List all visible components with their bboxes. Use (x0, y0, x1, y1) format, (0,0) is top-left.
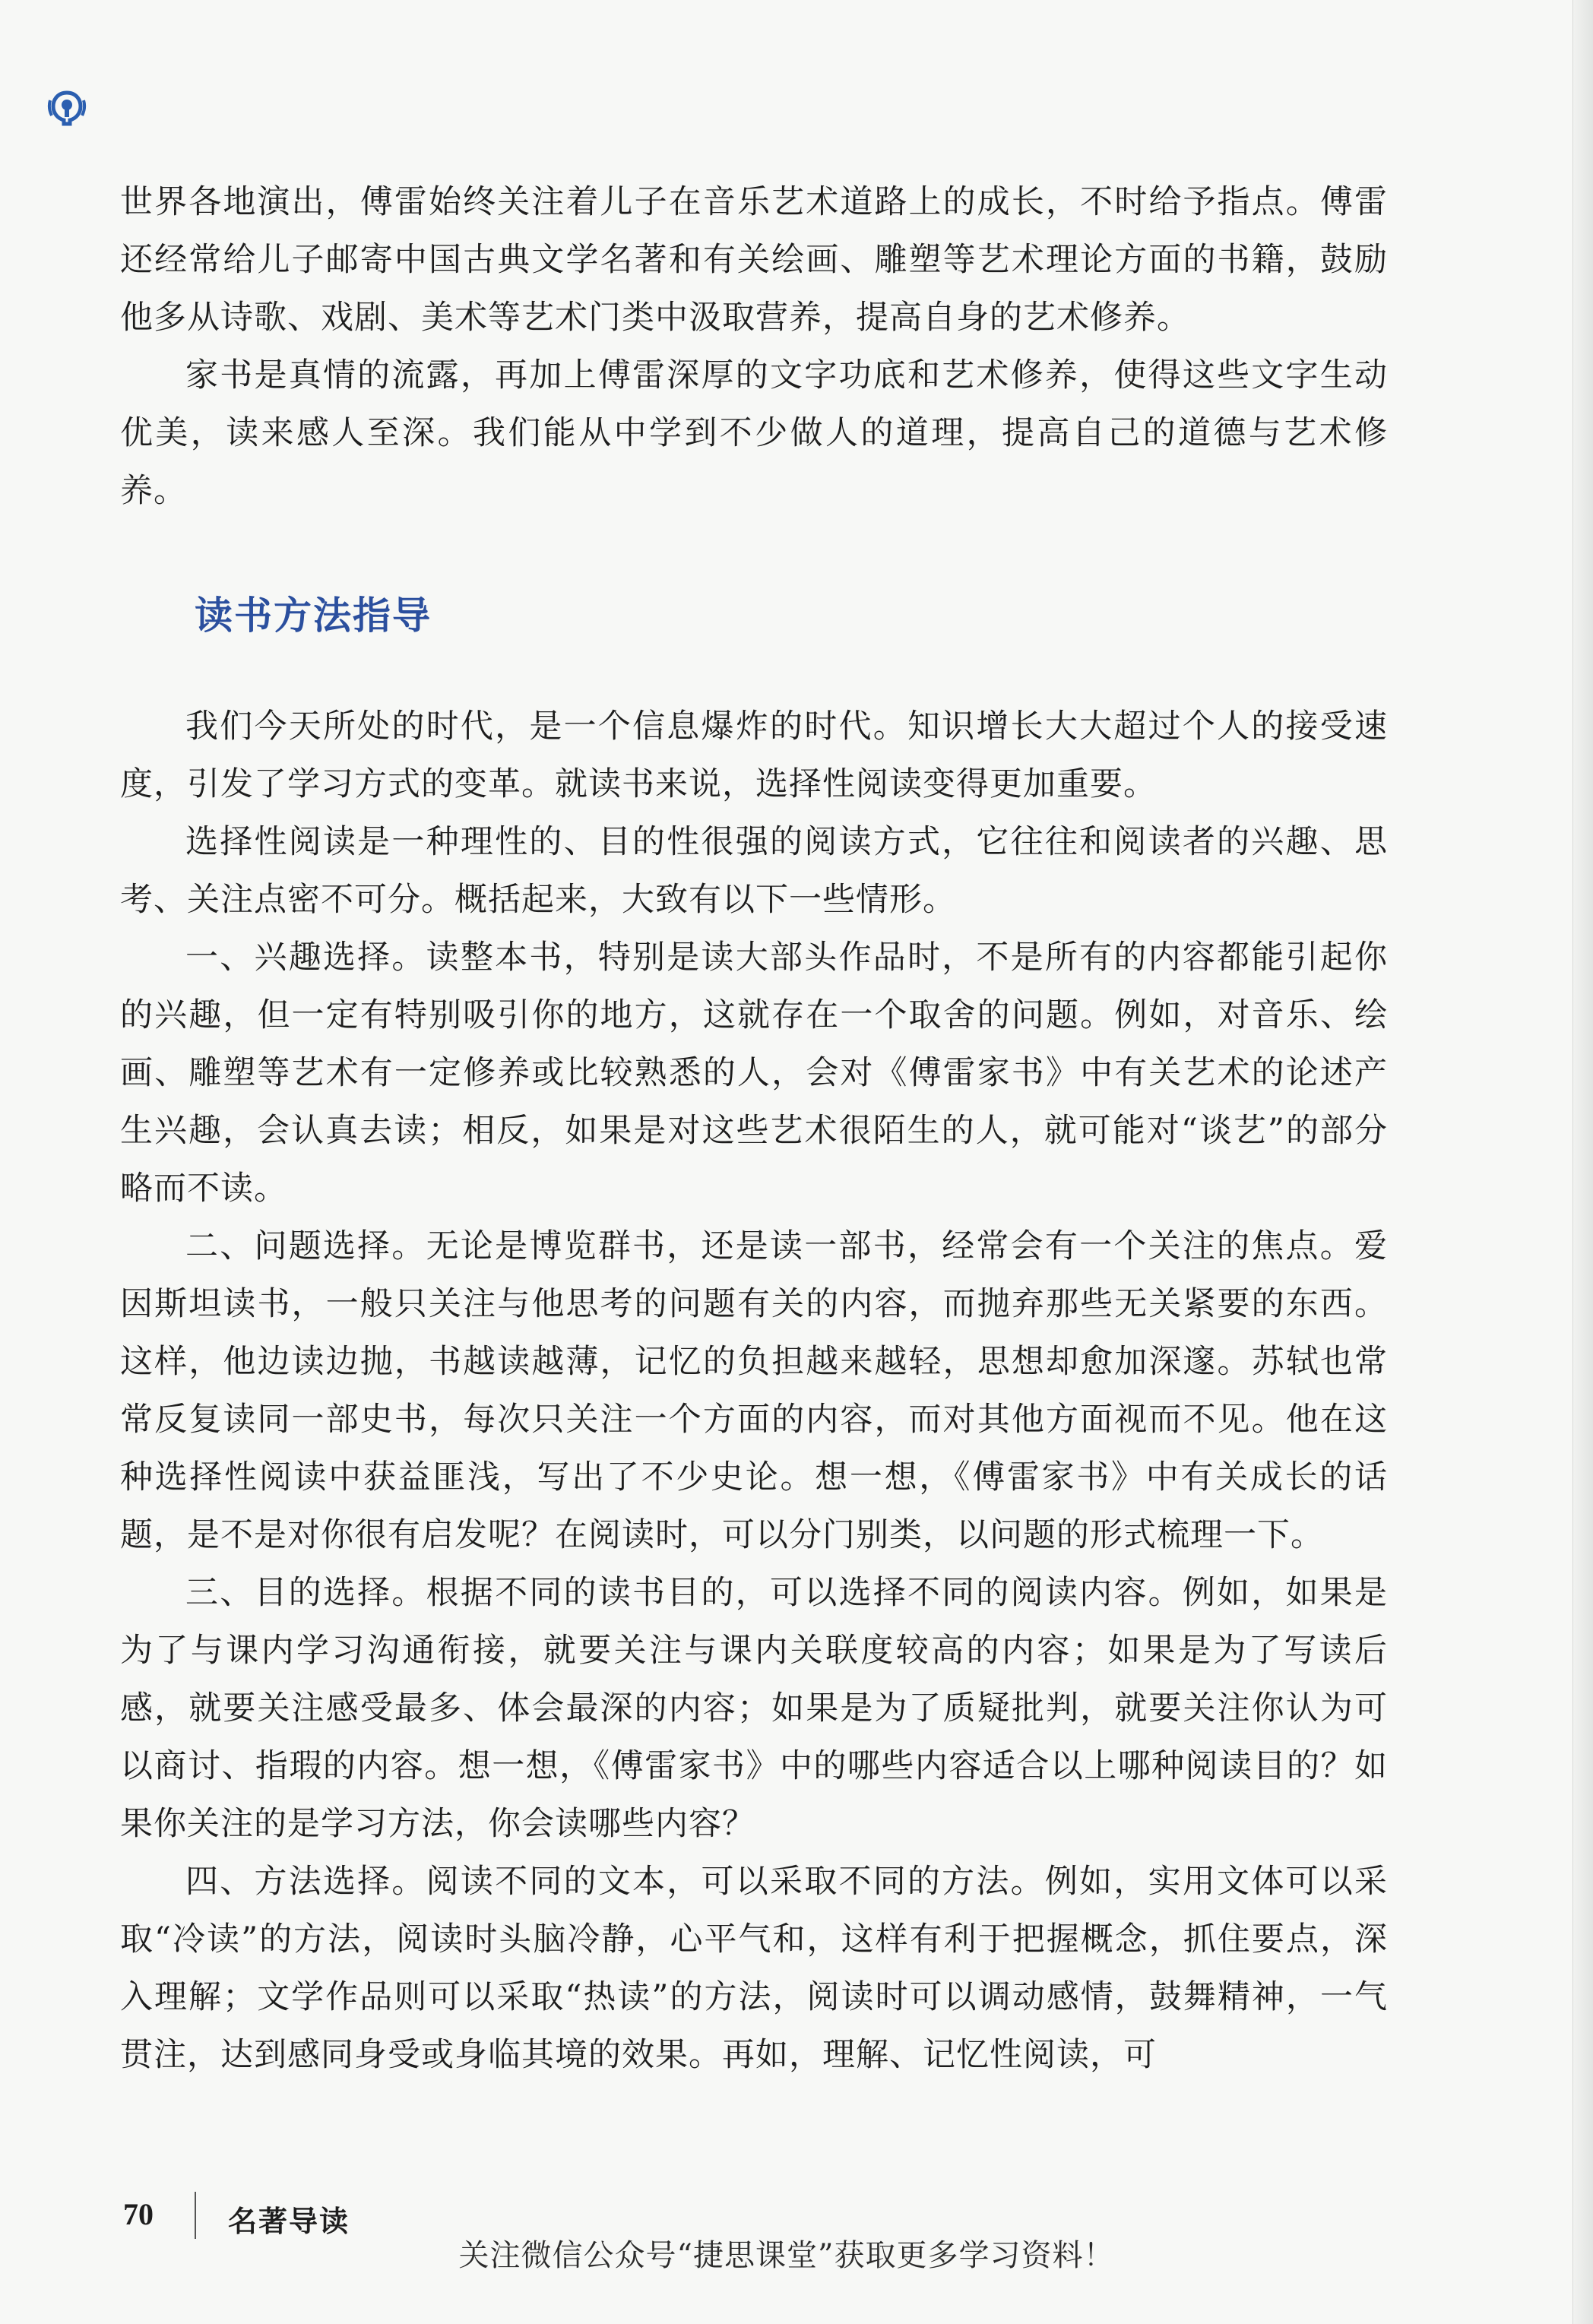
section-paragraph: 我们今天所处的时代，是一个信息爆炸的时代。知识增长大大超过个人的接受速度，引发了学习方式的变革。就读书来说，选择性阅读变得更加重要。 (120, 708, 1388, 803)
page-number: 70 (123, 2197, 154, 2231)
publisher-logo-icon (47, 88, 87, 128)
section-paragraph: 二、问题选择。无论是博览群书，还是读一部书，经常会有一个关注的焦点。爱因斯坦读书，一般只关注与他思考的问题有关的内容，而抛弃那些无关紧要的东西。这样，他边读边抛，书越读越薄，记忆的负担越来越轻，思想却愈加深邃。苏轼也常常反复读同一部史书，每次只关注一个方面的内容，而对其他方面视而不见。他在这种选择性阅读中获益匪浅，写出了不少史论。想一想，《傅雷家书》中有关成长的话题，是不是对你很有启发呢？在阅读时，可以分门别类，以问题的形式梳理一下。 (120, 1227, 1388, 1554)
section-text-block (120, 698, 1388, 2084)
intro-paragraph: 世界各地演出，傅雷始终关注着儿子在音乐艺术道路上的成长，不时给予指点。傅雷还经常给儿子邮寄中国古典文学名著和有关绘画、雕塑等艺术理论方面的书籍，鼓励他多从诗歌、戏剧、美术等艺术门类中汲取营养，提高自身的艺术修养。 (120, 183, 1388, 337)
section-paragraph: 三、目的选择。根据不同的读书目的，可以选择不同的阅读内容。例如，如果是为了与课内学习沟通衔接，就要关注与课内关联度较高的内容；如果是为了写读后感，就要关注感受最多、体会最深的内容；如果是为了质疑批判，就要关注你认为可以商讨、指瑕的内容。想一想，《傅雷家书》中的哪些内容适合以上哪种阅读目的？如果你关注的是学习方法，你会读哪些内容？ (120, 1574, 1388, 1843)
watermark-text: 关注微信公众号“捷思课堂”获取更多学习资料！ (458, 2238, 1115, 2273)
section-paragraph: 一、兴趣选择。读整本书，特别是读大部头作品时，不是所有的内容都能引起你的兴趣，但一定有特别吸引你的地方，这就存在一个取舍的问题。例如，对音乐、绘画、雕塑等艺术有一定修养或比较熟悉的人，会对《傅雷家书》中有关艺术的论述产生兴趣，会认真去读；相反，如果是对这些艺术很陌生的人，就可能对“谈艺”的部分略而不读。 (120, 939, 1388, 1208)
section-paragraph: 四、方法选择。阅读不同的文本，可以采取不同的方法。例如，实用文体可以采取“冷读”的方法，阅读时头脑冷静，心平气和，这样有利于把握概念，抓住要点，深入理解；文学作品则可以采取“热读”的方法，阅读时可以调动感情，鼓舞精神，一气贯注，达到感同身受或身临其境的效果。再如，理解、记忆性阅读，可 (120, 1863, 1388, 2074)
section-title: 读书方法指导 (195, 594, 432, 638)
page-edge (1572, 0, 1593, 2324)
intro-text-block (120, 173, 1388, 520)
section-paragraph: 选择性阅读是一种理性的、目的性很强的阅读方式，它往往和阅读者的兴趣、思考、关注点密不可分。概括起来，大致有以下一些情形。 (120, 823, 1388, 919)
intro-paragraph: 家书是真情的流露，再加上傅雷深厚的文字功底和艺术修养，使得这些文字生动优美，读来感人至深。我们能从中学到不少做人的道理，提高自己的道德与艺术修养。 (120, 356, 1388, 510)
footer-book-title: 名著导读 (228, 2204, 350, 2238)
